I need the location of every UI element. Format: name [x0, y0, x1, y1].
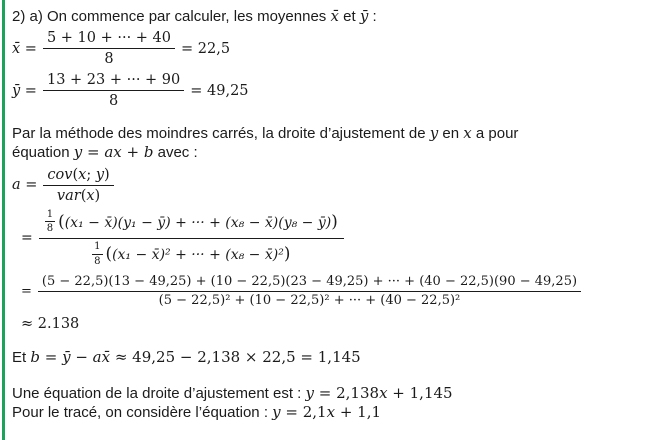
ybar-symbol: ȳ	[359, 7, 369, 25]
math-solution-document	[2, 0, 656, 440]
intro-line	[12, 7, 650, 26]
covariance-sum-expression: ((x₁ − x̄)(y₁ − ȳ) + ··· + (x₈ − x̄)(y₈ − ȳ))	[58, 210, 338, 231]
equation-text-1: équation	[12, 143, 74, 161]
b-equation-line	[12, 348, 650, 367]
equation-a-result	[21, 316, 79, 332]
fit-equation: y = 2,138x + 1,145	[305, 383, 453, 402]
fraction-numerator: (5 − 22,5)(13 − 49,25) + (10 − 22,5)(23 − 49,25) + ··· + (40 − 22,5)(90 − 49,25)	[38, 274, 581, 292]
fraction-numerator: cov(x; y)	[43, 166, 113, 186]
x-mean-result: = 22,5	[181, 40, 231, 57]
b-text-prefix: Et	[12, 348, 31, 366]
variance-sum-expression: ((x₁ − x̄)² + ··· + (x₈ − x̄)²)	[105, 242, 291, 263]
method-text-3: a pour	[471, 124, 519, 142]
fraction-denominator: (5 − 22,5)² + (10 − 22,5)² + ··· + (40 − 22,5)²	[158, 293, 461, 309]
fraction-denominator: 8	[109, 93, 119, 110]
x-variable: x	[463, 123, 472, 142]
fraction-numerator	[39, 208, 344, 239]
method-paragraph-line2	[12, 143, 650, 162]
one-eighth-fraction	[92, 241, 102, 268]
fraction-denominator	[90, 239, 292, 269]
one-eighth-fraction	[45, 209, 55, 236]
x-mean-fraction	[43, 29, 175, 68]
numerator-row	[43, 208, 340, 237]
y-variable: y	[429, 123, 439, 142]
intro-text-3: :	[368, 8, 377, 25]
y-mean-lhs: ȳ =	[12, 82, 37, 99]
fraction-numerator: 1	[92, 241, 102, 255]
b-equation: b = ȳ − ax̄ ≈ 49,25 − 2,138 × 22,5 = 1,145	[30, 347, 361, 366]
equation-y-mean	[12, 71, 249, 110]
cov-var-fraction	[43, 166, 113, 205]
equation-text-2: avec :	[153, 143, 198, 161]
fit-equation-line	[12, 384, 650, 403]
method-paragraph-line1	[12, 124, 650, 143]
y-mean-result: = 49,25	[190, 82, 249, 99]
fraction-numerator: 1	[45, 209, 55, 223]
fraction-denominator: 8	[94, 255, 101, 267]
equation-x-mean	[12, 29, 230, 68]
equals-sign: =	[21, 230, 33, 247]
denominator-row	[90, 240, 292, 269]
intro-text-2: et	[338, 8, 360, 25]
expanded-fraction	[39, 208, 344, 269]
plot-equation-text: Pour le tracé, on considère l’équation :	[12, 403, 273, 421]
method-text-1: Par la méthode des moindres carrés, la droite d’ajustement de	[12, 124, 430, 142]
line-equation-form: y = ax + b	[73, 142, 154, 161]
numeric-fraction	[38, 274, 581, 310]
fraction-denominator: var(x)	[56, 187, 101, 204]
xbar-symbol: x̄	[330, 7, 339, 25]
fraction-denominator: 8	[104, 51, 114, 68]
method-text-2: en	[438, 124, 464, 142]
fraction-denominator: 8	[46, 223, 54, 235]
a-approx-value: ≈ 2.138	[21, 315, 80, 332]
fraction-numerator: 13 + 23 + ··· + 90	[43, 71, 184, 91]
plot-equation: y = 2,1x + 1,1	[272, 402, 382, 421]
equation-a-numeric	[21, 274, 581, 310]
equation-a-expanded	[21, 208, 344, 269]
equals-sign: =	[21, 284, 32, 300]
plot-equation-line	[12, 403, 650, 422]
fit-equation-text: Une équation de la droite d’ajustement est :	[12, 384, 306, 402]
fraction-numerator: 5 + 10 + ··· + 40	[43, 29, 175, 49]
equation-a-definition	[12, 166, 114, 205]
y-mean-fraction	[43, 71, 184, 110]
intro-text-1: 2) a) On commence par calculer, les moyennes	[12, 8, 331, 25]
x-mean-lhs: x̄ =	[12, 40, 37, 57]
a-lhs: a =	[12, 177, 38, 194]
